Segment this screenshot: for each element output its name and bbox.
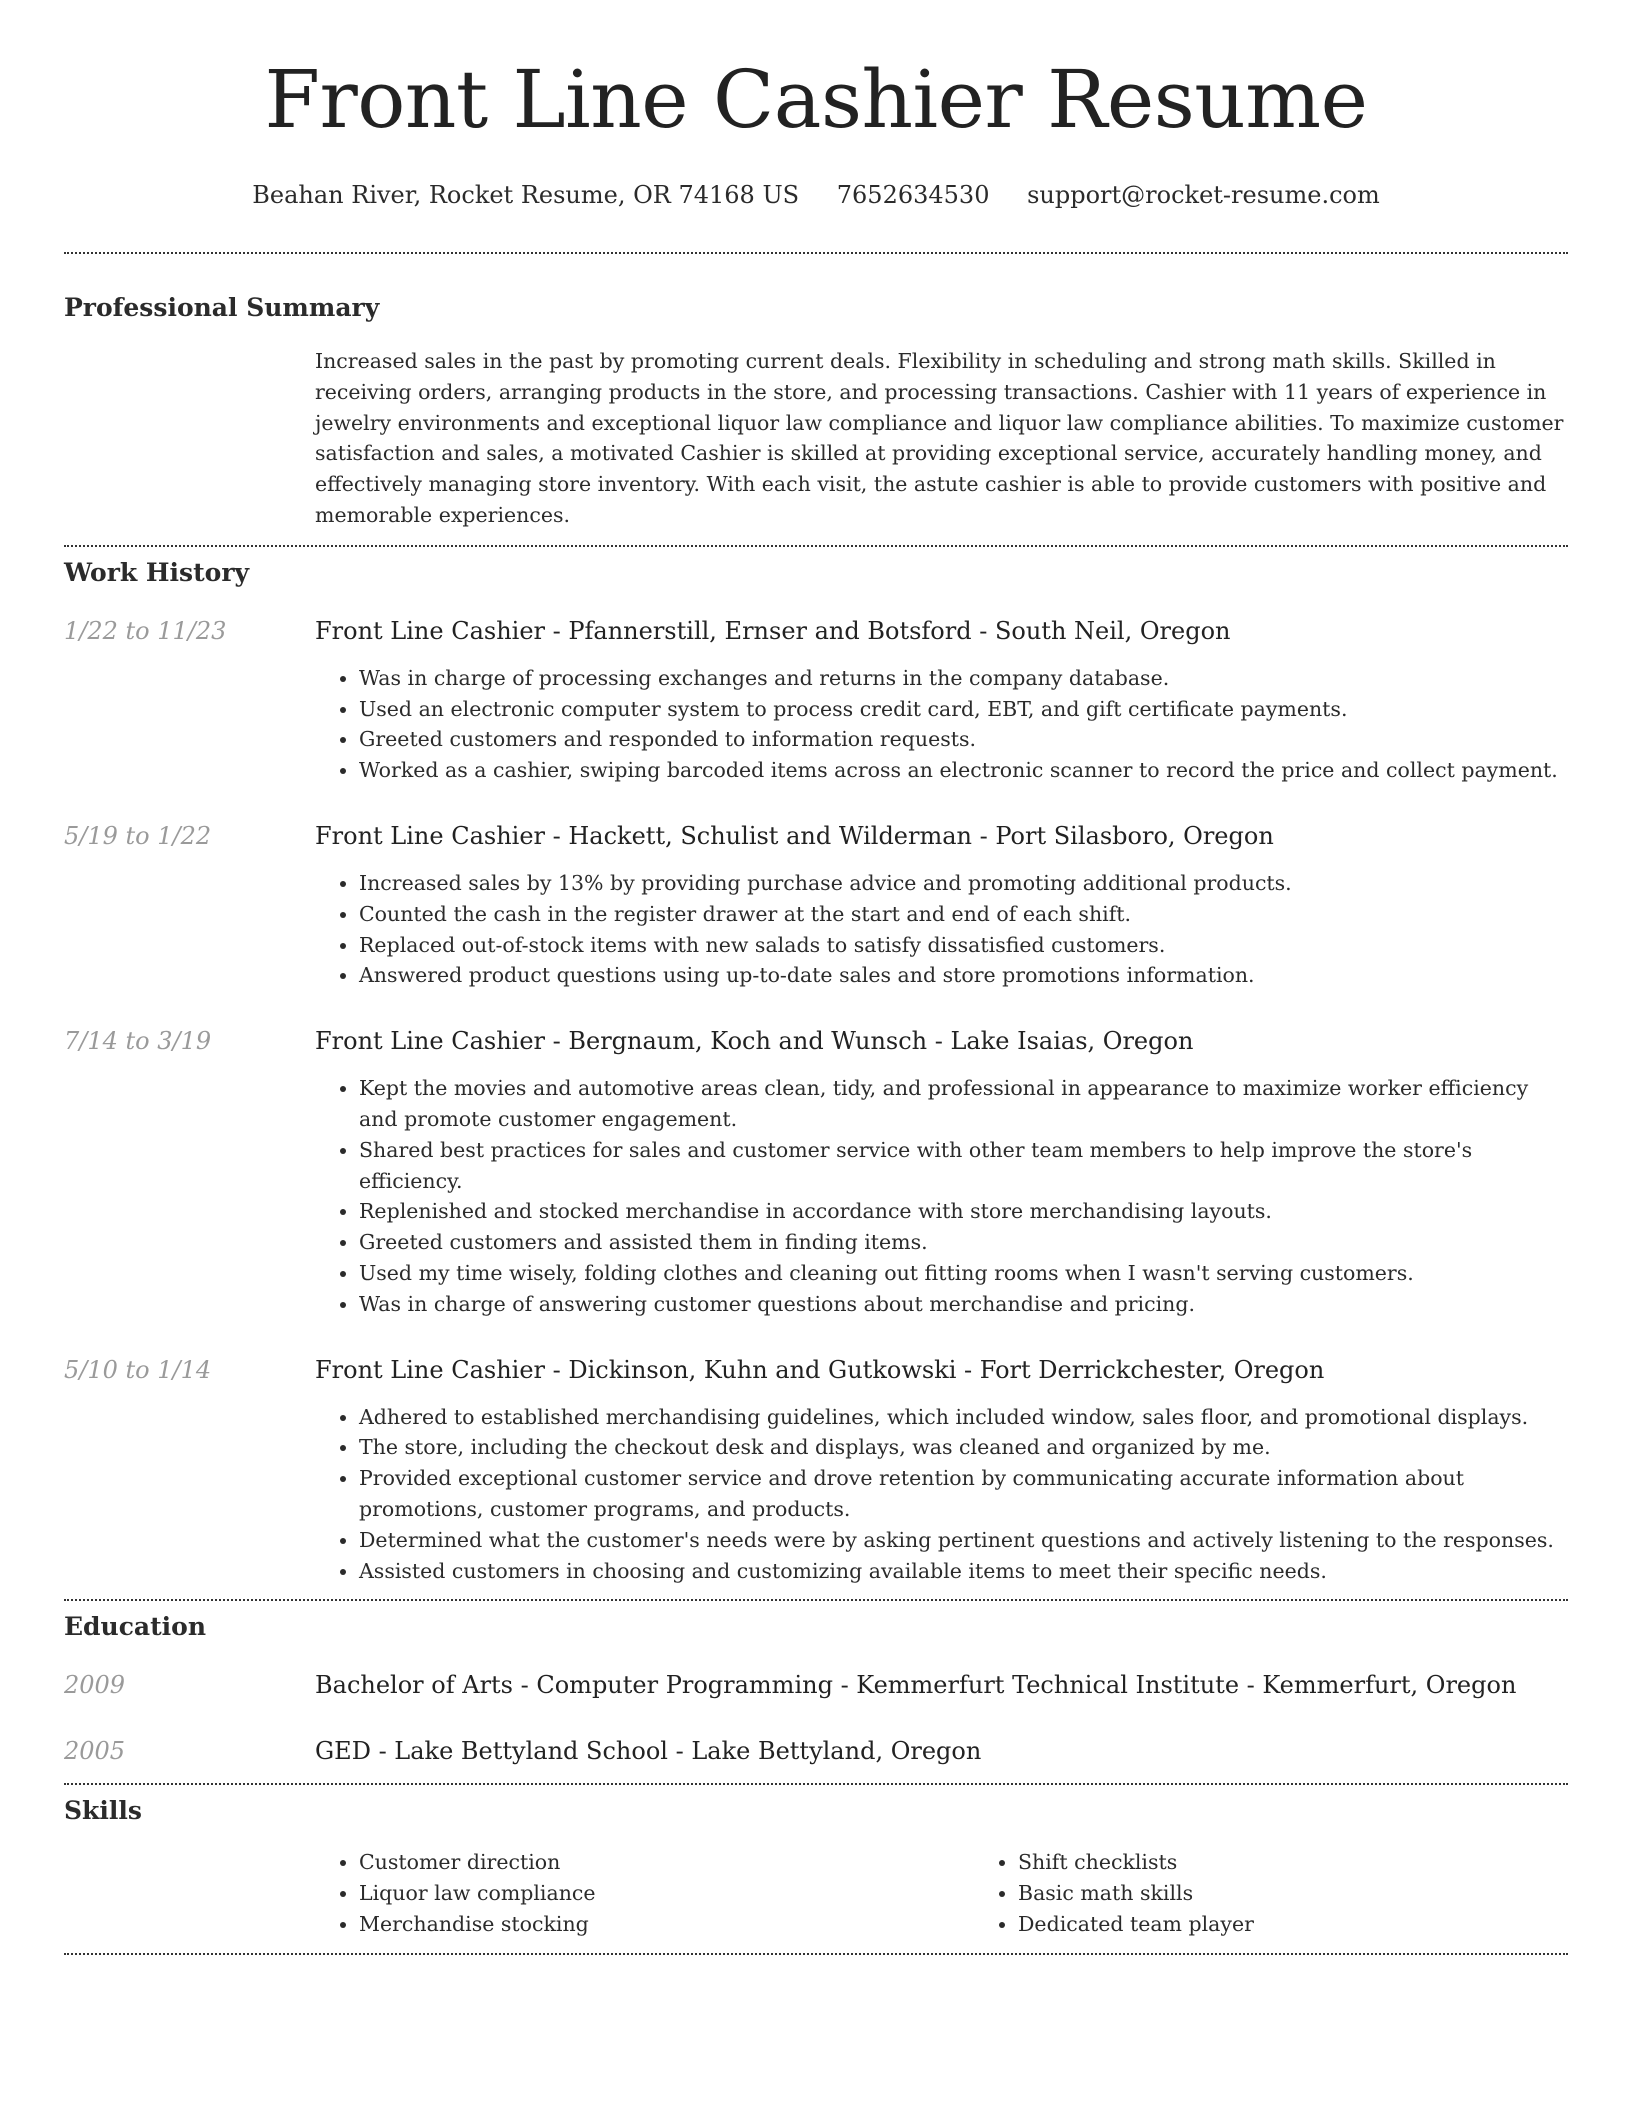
job-bullet: • Greeted customers and responded to information requests. — [359, 724, 1568, 755]
job-bullet: • Greeted customers and assisted them in finding items. — [359, 1227, 1568, 1258]
job-body — [315, 820, 1568, 991]
job-body — [315, 1354, 1568, 1587]
contact-phone: 7652634530 — [836, 181, 990, 209]
job-bullet: • Determined what the customer's needs were by asking pertinent questions and actively listening to the responses. — [359, 1525, 1568, 1556]
job-bullet: • Used an electronic computer system to process credit card, EBT, and gift certificate payments. — [359, 694, 1568, 725]
job-entry — [64, 820, 1568, 991]
job-bullet: • Increased sales by 13% by providing purchase advice and promoting additional products. — [359, 868, 1568, 899]
section-divider — [64, 252, 1568, 254]
skills-section — [64, 1795, 1568, 1939]
section-divider — [64, 1953, 1568, 1955]
job-entry — [64, 1354, 1568, 1587]
job-entry — [64, 1025, 1568, 1319]
section-heading-education: Education — [64, 1612, 207, 1642]
summary-text: Increased sales in the past by promoting current deals. Flexibility in scheduling and strong math skills. Skilled in receiving orders, arranging products in the store, and processing transactions. Cashier with 11 years of experience in jewelry environments and exceptional liquor law compliance and liquor law compliance abilities. To maximize customer satisfaction and sales, a motivated Cashier is skilled at providing exceptional service, accurately handling money, and effectively managing store inventory. With each visit, the astute cashier is able to provide customers with positive and memorable experiences. — [315, 349, 1564, 527]
section-divider — [64, 545, 1568, 547]
job-bullet: • Assisted customers in choosing and customizing available items to meet their specific needs. — [359, 1556, 1568, 1587]
job-list — [64, 615, 1568, 1587]
education-year: 2005 — [64, 1737, 126, 1766]
work-history-section — [64, 557, 1568, 1587]
job-title: Front Line Cashier - Bergnaum, Koch and Wunsch - Lake Isaias, Oregon — [315, 1027, 1194, 1056]
job-bullet: • Provided exceptional customer service and drove retention by communicating accurate information about promotions, customer programs, and products. — [359, 1463, 1568, 1525]
job-bullet-list — [315, 663, 1568, 786]
job-bullet-list — [315, 868, 1568, 991]
professional-summary-section — [64, 292, 1568, 531]
skill-item: • Dedicated team player — [1018, 1909, 1632, 1940]
resume-page — [64, 0, 1568, 1955]
job-dates: 5/10 to 1/14 — [64, 1355, 212, 1384]
job-bullet: • Kept the movies and automotive areas clean, tidy, and professional in appearance to maximize worker efficiency and promote customer engagement. — [359, 1073, 1568, 1135]
job-bullet: • Used my time wisely, folding clothes and cleaning out fitting rooms when I wasn't serving customers. — [359, 1258, 1568, 1289]
contact-address: Beahan River, Rocket Resume, OR 74168 US — [252, 181, 800, 209]
skills-columns — [315, 1847, 1632, 1939]
job-header-row — [64, 615, 1568, 786]
education-year: 2009 — [64, 1671, 126, 1700]
job-title: Front Line Cashier - Pfannerstill, Ernser and Botsford - South Neil, Oregon — [315, 616, 1231, 645]
job-dates: 5/19 to 1/22 — [64, 821, 212, 850]
skill-item: • Shift checklists — [1018, 1847, 1632, 1878]
job-bullet: • The store, including the checkout desk and displays, was cleaned and organized by me. — [359, 1432, 1568, 1463]
section-divider — [64, 1783, 1568, 1785]
resume-title: Front Line Cashier Resume — [264, 53, 1368, 146]
section-divider — [64, 1599, 1568, 1601]
job-bullet-list — [315, 1402, 1568, 1587]
job-bullet: • Was in charge of answering customer questions about merchandise and pricing. — [359, 1289, 1568, 1320]
job-dates: 7/14 to 3/19 — [64, 1027, 212, 1056]
job-bullet-list — [315, 1073, 1568, 1319]
education-entry — [64, 1669, 1568, 1701]
job-body — [315, 615, 1568, 786]
job-bullet: • Adhered to established merchandising guidelines, which included window, sales floor, and promotional displays. — [359, 1402, 1568, 1433]
job-dates: 1/22 to 11/23 — [64, 616, 227, 645]
job-bullet: • Was in charge of processing exchanges and returns in the company database. — [359, 663, 1568, 694]
job-title: Front Line Cashier - Dickinson, Kuhn and Gutkowski - Fort Derrickchester, Oregon — [315, 1355, 1325, 1384]
skill-item: • Liquor law compliance — [359, 1878, 974, 1909]
job-bullet: • Counted the cash in the register drawer at the start and end of each shift. — [359, 899, 1568, 930]
education-section — [64, 1611, 1568, 1767]
contact-email: support@rocket-resume.com — [1027, 181, 1380, 209]
section-heading-work: Work History — [64, 557, 250, 587]
skills-row — [64, 1847, 1568, 1939]
job-header-row — [64, 1354, 1568, 1587]
contact-line — [64, 180, 1568, 210]
job-bullet: • Replenished and stocked merchandise in accordance with store merchandising layouts. — [359, 1196, 1568, 1227]
job-bullet: • Replaced out-of-stock items with new salads to satisfy dissatisfied customers. — [359, 930, 1568, 961]
summary-body — [315, 346, 1568, 531]
job-entry — [64, 615, 1568, 786]
education-list — [64, 1669, 1568, 1767]
job-bullet: • Shared best practices for sales and customer service with other team members to help improve the store's efficiency. — [359, 1135, 1568, 1197]
job-title: Front Line Cashier - Hackett, Schulist and Wilderman - Port Silasboro, Oregon — [315, 821, 1274, 850]
summary-row — [64, 346, 1568, 531]
education-degree: GED - Lake Bettyland School - Lake Bettyland, Oregon — [315, 1737, 982, 1766]
education-degree: Bachelor of Arts - Computer Programming - Kemmerfurt Technical Institute - Kemmerfurt, Oregon — [315, 1671, 1517, 1700]
job-header-row — [64, 1025, 1568, 1319]
skill-item: • Basic math skills — [1018, 1878, 1632, 1909]
section-heading-skills: Skills — [64, 1796, 142, 1826]
section-heading-summary: Professional Summary — [64, 293, 380, 322]
job-bullet: • Answered product questions using up-to-date sales and store promotions information. — [359, 960, 1568, 991]
skill-item: • Customer direction — [359, 1847, 974, 1878]
education-entry — [64, 1735, 1568, 1767]
skills-column-1 — [315, 1847, 974, 1939]
skill-item: • Merchandise stocking — [359, 1909, 974, 1940]
job-header-row — [64, 820, 1568, 991]
job-bullet: • Worked as a cashier, swiping barcoded items across an electronic scanner to record the price and collect payment. — [359, 755, 1568, 786]
job-body — [315, 1025, 1568, 1319]
skills-column-2 — [974, 1847, 1632, 1939]
